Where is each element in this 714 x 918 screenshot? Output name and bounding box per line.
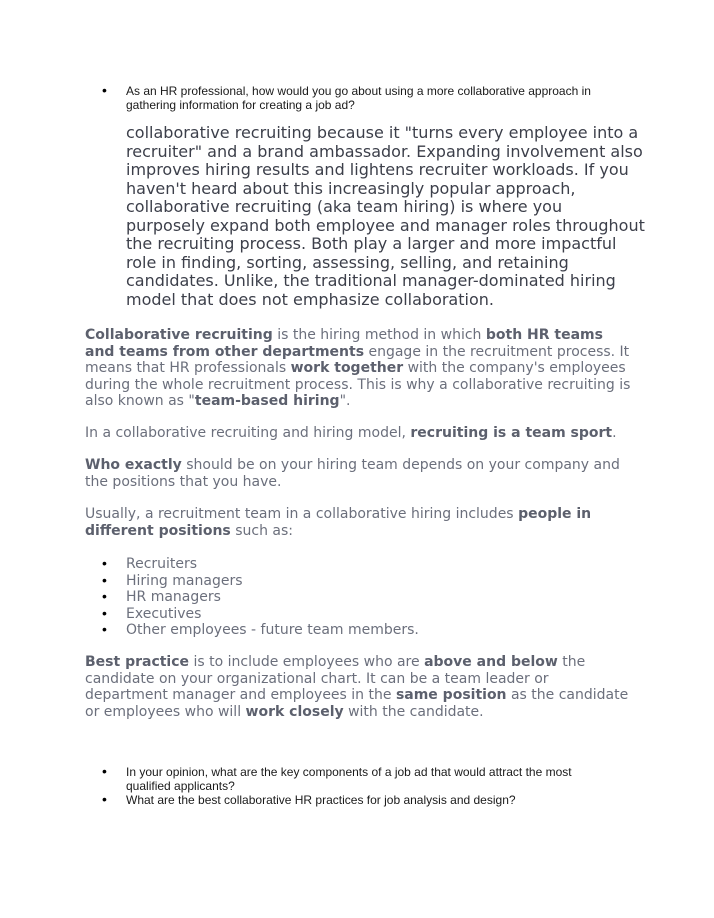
bullet-icon: • (102, 763, 107, 779)
question-text: What are the best collaborative HR practices for job analysis and design? (126, 793, 516, 807)
emphasis: both HR teams and teams from other departments (85, 327, 603, 360)
bullet-icon: • (102, 621, 107, 637)
text: such as: (230, 522, 294, 539)
text: should be on your hiring team depends on your company and the positions that you have. (85, 457, 620, 490)
emphasis: Collaborative recruiting (85, 327, 273, 343)
emphasis: same position (395, 687, 507, 703)
bullet-icon: • (102, 555, 107, 571)
text: with the candidate. (343, 703, 484, 720)
paragraph-team-sport (85, 425, 635, 442)
text: ". (339, 393, 351, 409)
emphasis: team-based hiring (194, 393, 340, 409)
emphasis: above and below (424, 654, 558, 670)
question-list-top (102, 84, 622, 112)
bullet-icon: • (102, 82, 107, 98)
text: is to include employees who are (189, 654, 425, 670)
list-item (102, 556, 419, 573)
bullet-icon: • (102, 588, 107, 604)
role-text: Other employees - future team members. (126, 622, 419, 638)
bullet-icon: • (102, 604, 107, 621)
emphasis: people in different positions (85, 506, 592, 539)
text: engage in the recruitment process. It means that HR professionals (85, 343, 630, 376)
emphasis: work closely (245, 703, 344, 720)
question-text: As an HR professional, how would you go about using a more collaborative approach in gathering information for creating a job ad? (126, 84, 591, 112)
quoted-passage: collaborative recruiting because it "turns every employee into a recruiter" and a brand ambassador. Expanding involvement also improves hiring results and lightens recruiter workloads. If you haven't heard about this increasingly popular approach, collaborative recruiting (aka team hiring) is where you purposely expand both employee and manager roles throughout the recruiting process. Both play a larger and more impactful role in finding, sorting, assessing, selling, and retaining candidates. Unlike, the traditional manager-dominated hiring model that does not emphasize collaboration. (126, 123, 645, 309)
list-item (102, 793, 602, 807)
text: as the candidate or employees who will (85, 687, 629, 720)
text: the candidate on your organizational chart. It can be a team leader or department manager and employees in the (85, 654, 586, 703)
role-text: HR managers (126, 589, 221, 605)
roles-list (102, 556, 419, 639)
paragraph-who-exactly (85, 457, 635, 490)
paragraph-recruitment-team (85, 506, 635, 539)
paragraph-best-practice (85, 654, 635, 720)
emphasis: Best practice (85, 654, 190, 670)
emphasis: Who exactly (85, 457, 182, 473)
bullet-icon: • (102, 791, 107, 807)
text: . (612, 425, 617, 441)
role-text: Recruiters (126, 556, 198, 572)
question-text: In your opinion, what are the key components of a job ad that would attract the most qualified applicants? (126, 765, 572, 793)
role-text: Executives (126, 605, 202, 622)
emphasis: work together (290, 360, 404, 376)
list-item (102, 84, 622, 112)
question-list-bottom (102, 765, 602, 807)
text: is the hiring method in which (272, 327, 486, 343)
role-text: Hiring managers (126, 572, 243, 589)
text: with the company's employees during the whole recruitment process. This is why a collaborative recruiting is also known as " (85, 360, 631, 409)
list-item (102, 765, 602, 793)
text: In a collaborative recruiting and hiring model, (85, 425, 411, 441)
text: Usually, a recruitment team in a collaborative hiring includes (85, 506, 519, 522)
list-item (102, 573, 419, 590)
paragraph-definition (85, 327, 635, 410)
list-item (102, 589, 419, 606)
emphasis: recruiting is a team sport (410, 425, 613, 441)
bullet-icon: • (102, 571, 107, 588)
list-item (102, 606, 419, 623)
list-item (102, 622, 419, 639)
